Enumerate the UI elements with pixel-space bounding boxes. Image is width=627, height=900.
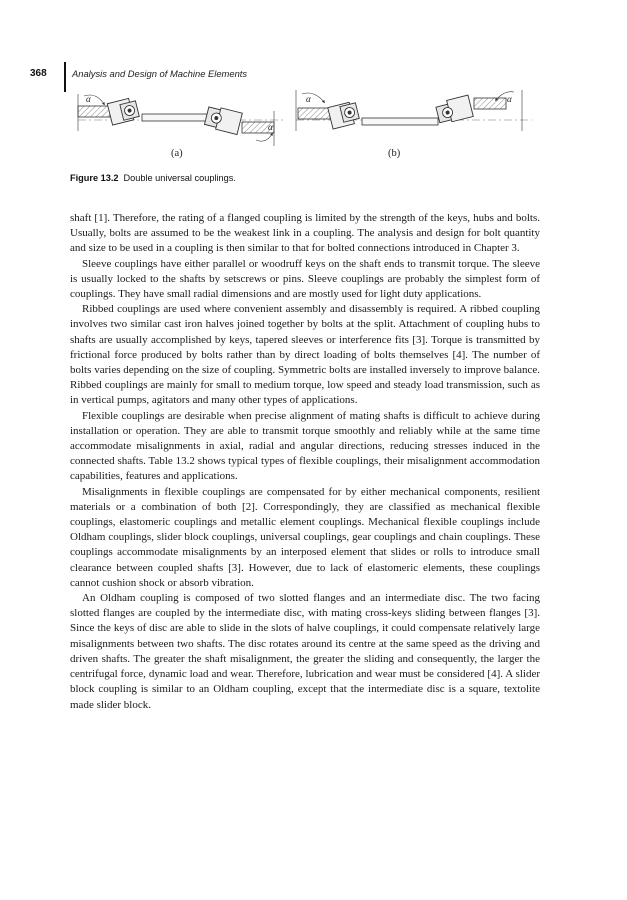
shaft-left-a [78,106,110,117]
angle-label-b-right: α [507,94,512,104]
figure-caption-text: Double universal couplings. [123,173,236,183]
intermediate-shaft-b [362,118,438,125]
panel-label-b: (b) [388,148,401,159]
angle-label-a-left: α [86,94,91,104]
panel-label-a: (a) [171,148,183,159]
paragraph: shaft [1]. Therefore, the rating of a flanged coupling is limited by the strength of the keys, hubs and bolts. Usually, bolts are assumed to be the weakest link in a coupling. The analysis and design for bolt quantity and size to be used in a coupling is then similar to that for bolted connections introduced in Chapter 3. [70,212,540,255]
paragraph: Flexible couplings are desirable when precise alignment of mating shafts is difficult to achieve during installation or operation. They are able to transmit torque smoothly and reliably while at the same time accommodate misalignments in axial, radial and angular directions, reducing stresses induced in the connected shafts. Table 13.2 shows typical types of flexible couplings, their misalignment accommodation capabilities, features and applications. [70,409,540,483]
yoke-left-b [328,101,360,129]
paragraph: Ribbed couplings are used where convenient assembly and disassembly is required. A ribbed coupling involves two similar cast iron halves joined together by bolts at the split. Attachment of coupling hubs to shafts are usually accomplished by keys, tapered sleeves or interference fits [3]. Torque is transmitted by frictional force produced by bolts rather than by direct loading of bolts themselves [4]. The number of bolts varies depending on the size of coupling. Symmetric bolts are installed inversely to improve balance. Ribbed couplings are mainly for small to medium torque, low speed and steady load transmission, such as in vertical pumps, agitators and many other types of applications. [70,303,540,407]
angle-arc-a-right [256,134,272,141]
page-number: 368 [30,68,47,79]
figure-drawing [70,86,570,176]
paragraph: An Oldham coupling is composed of two slotted flanges and an intermediate disc. The two facing slotted flanges are coupled by the intermediate disc, with mating cross-keys sliding between flanges [3]. Since the keys of disc are able to slide in the slots of halve couplings, it could compensate relatively large misalignments between two shafts. The disc rotates around its centre at the same speed as the driving and driven shafts. The greater the shaft misalignment, the greater the sliding and consequently, the larger the centrifugal force, dynamic load and wear. Therefore, lubrication and wear must be considered [4]. A slider block coupling is similar to an Oldham coupling, except that the intermediate disc is a square, textolite made slider block. [70,592,540,711]
shaft-left-b [298,108,330,119]
panel-a-drawing [78,94,285,146]
yoke-left-a [107,97,139,125]
angle-label-a-right: α [268,122,273,132]
body-text [70,211,540,713]
header-rule [64,62,66,92]
panel-b-drawing [296,90,532,131]
paragraph: Misalignments in flexible couplings are compensated for by either mechanical components, resilient materials or a combination of both [2]. Correspondingly, they are classified as mechanical flexible couplings, elastomeric couplings and metallic element couplings. Mechanical flexible couplings include Oldham couplings, slider block couplings, universal couplings, gear couplings and chain couplings. These couplings accommodate misalignments by an interposed element that slides or rolls to introduce small clearance between coupled shafts [3]. However, due to lack of elastomeric elements, these couplings cannot cushion shock or absorb vibration. [70,485,540,589]
figure-caption-label: Figure 13.2 [70,173,119,183]
shaft-right-b [474,98,506,109]
paragraph: Sleeve couplings have either parallel or woodruff keys on the shaft ends to transmit torque. The sleeve is usually locked to the shafts by setscrews or pins. Sleeve couplings are probably the simplest form of couplings. They have small radial dimensions and are mostly used for light duty applications. [70,257,540,301]
running-head-title: Analysis and Design of Machine Elements [72,68,248,79]
yoke-right-a [204,105,242,135]
figure-caption [70,173,236,183]
angle-label-b-left: α [306,94,311,104]
